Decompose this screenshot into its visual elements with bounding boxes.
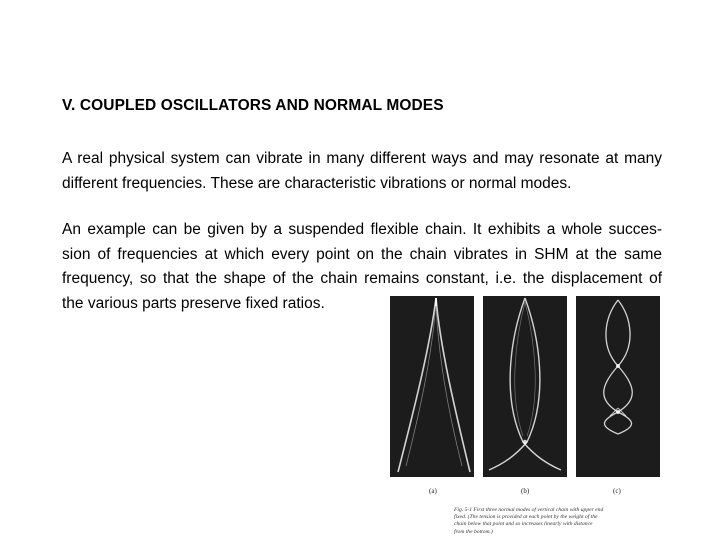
mode-c-photo (576, 296, 660, 477)
mode-a-chain-trace (390, 296, 474, 477)
paragraph-line: An example can be given by a suspended flexible chain. It exhibits a whole succes- (62, 221, 662, 238)
paragraph-normal-modes-intro (62, 147, 662, 196)
panel-label-c: (c) (613, 487, 621, 495)
paragraph-line: A real physical system can vibrate in many different ways and may resonate at many (62, 150, 662, 167)
panel-label-a: (a) (429, 487, 437, 495)
mode-b-chain-trace (483, 296, 567, 477)
section-heading: V. COUPLED OSCILLATORS AND NORMAL MODES (62, 97, 444, 114)
paragraph-line: different frequencies. These are characteristic vibrations or normal modes. (62, 174, 572, 192)
paragraph-line: frequency, so that the shape of the chain remains constant, i.e. the displacement of (62, 270, 662, 287)
figure-caption: Fig. 5-1 First three normal modes of vertical chain with upper end fixed. (The tension is provided at each point by the weight of the chain below that point and so increases linearly with distance from the bottom.) (454, 507, 604, 535)
mode-a-photo (390, 296, 474, 477)
paragraph-line: the various parts preserve fixed ratios. (62, 294, 325, 312)
mode-b-photo (483, 296, 567, 477)
panel-label-b: (b) (521, 487, 530, 495)
mode-c-chain-trace (576, 296, 660, 477)
paragraph-line: sion of frequencies at which every point on the chain vibrates in SHM at the same (62, 245, 662, 263)
chain-modes-figure (390, 296, 662, 534)
